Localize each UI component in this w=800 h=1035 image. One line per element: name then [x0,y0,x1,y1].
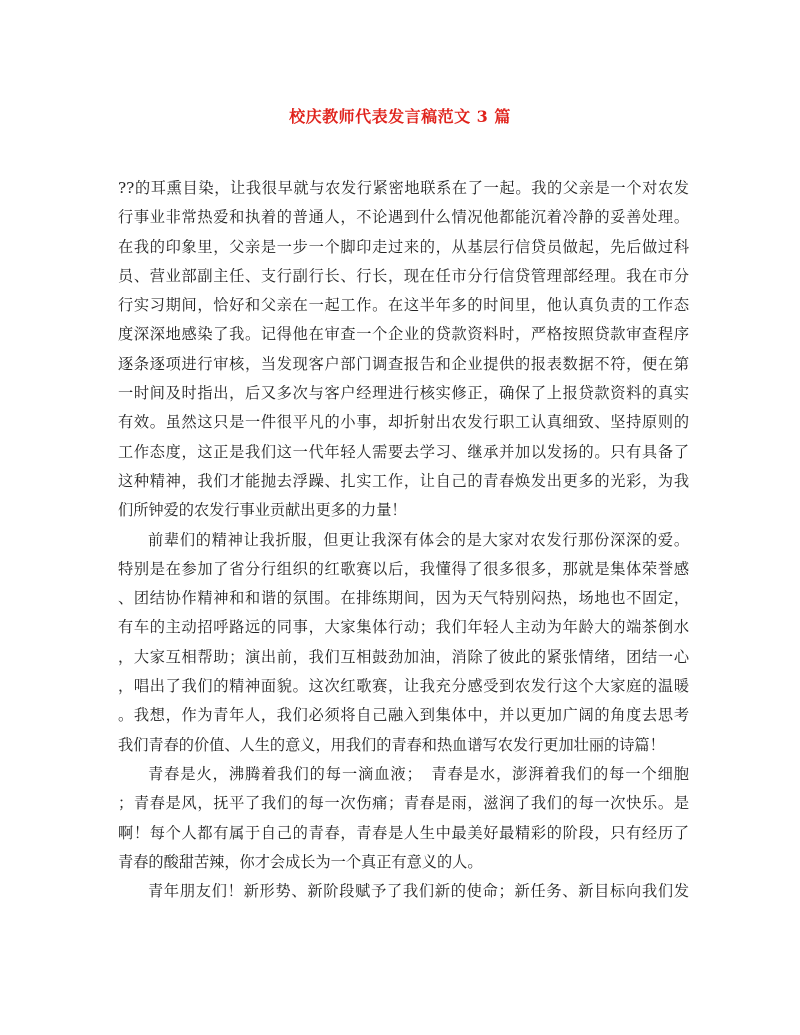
text-line: 。我想，作为青年人，我们必须将自己融入到集体中，并以更加广阔的角度去思考 [118,706,689,725]
text-line: 一时间及时指出，后又多次与客户经理进行核实修正，确保了上报贷款资料的真实 [118,384,689,403]
text-line: 在我的印象里，父亲是一步一个脚印走过来的，从基层行信贷员做起，先后做过科 [118,237,689,256]
text-line: ；青春是风，抚平了我们的每一次伤痛；青春是雨，滋润了我们的每一次快乐。是 [118,794,689,813]
text-line: 有车的主动招呼路远的同事，大家集体行动；我们年轻人主动为年龄大的端茶倒水 [118,618,689,637]
document-title: 校庆教师代表发言稿范文 3 篇 [289,107,511,126]
text-line: ??的耳熏目染，让我很早就与农发行紧密地联系在了一起。我的父亲是一个对农发 [118,179,689,197]
document-body [118,174,689,906]
text-line: 有效。虽然这只是一件很平凡的小事，却折射出农发行职工认真细致、坚持原则的 [118,413,689,432]
text-line: 工作态度，这正是我们这一代年轻人需要去学习、继承并加以发扬的。只有具备了 [118,442,689,461]
text-line: ，大家互相帮助；演出前，我们互相鼓劲加油，消除了彼此的紧张情绪，团结一心 [118,647,689,666]
text-line: 青春的酸甜苦辣，你才会成长为一个真正有意义的人。 [118,852,483,871]
text-line: 特别是在参加了省分行组织的红歌赛以后，我懂得了很多很多，那就是集体荣誉感 [118,559,689,578]
text-line: 青年朋友们！新形势、新阶段赋予了我们新的使命；新任务、新目标向我们发 [148,882,689,901]
text-line: 员、营业部副主任、支行副行长、行长，现在任市分行信贷管理部经理。我在市分 [118,266,689,285]
text-line: 行事业非常热爱和执着的普通人，不论遇到什么情况他都能沉着冷静的妥善处理。 [118,208,689,227]
text-line: 、团结协作精神和和谐的氛围。在排练期间，因为天气特别闷热，场地也不固定， [118,589,689,608]
text-line: 行实习期间，恰好和父亲在一起工作。在这半年多的时间里，他认真负责的工作态 [118,296,689,315]
text-line: 青春是火，沸腾着我们的每一滴血液； 青春是水，澎湃着我们的每一个细胞 [148,764,689,783]
text-line: 这种精神，我们才能抛去浮躁、扎实工作，让自己的青春焕发出更多的光彩，为我 [118,471,689,490]
text-line: 我们青春的价值、人生的意义，用我们的青春和热血谱写农发行更加壮丽的诗篇！ [118,735,665,754]
text-line: 啊！每个人都有属于自己的青春，青春是人生中最美好最精彩的阶段，只有经历了 [118,823,689,842]
text-line: ，唱出了我们的精神面貌。这次红歌赛，让我充分感受到农发行这个大家庭的温暖 [118,677,689,696]
text-line: 前辈们的精神让我折服，但更让我深有体会的是大家对农发行那份深深的爱。 [148,530,689,549]
text-line: 逐条逐项进行审核，当发现客户部门调查报告和企业提供的报表数据不符，便在第 [118,354,689,373]
text-line: 们所钟爱的农发行事业贡献出更多的力量！ [118,501,407,520]
text-line: 度深深地感染了我。记得他在审查一个企业的贷款资料时，严格按照贷款审查程序 [118,325,689,344]
